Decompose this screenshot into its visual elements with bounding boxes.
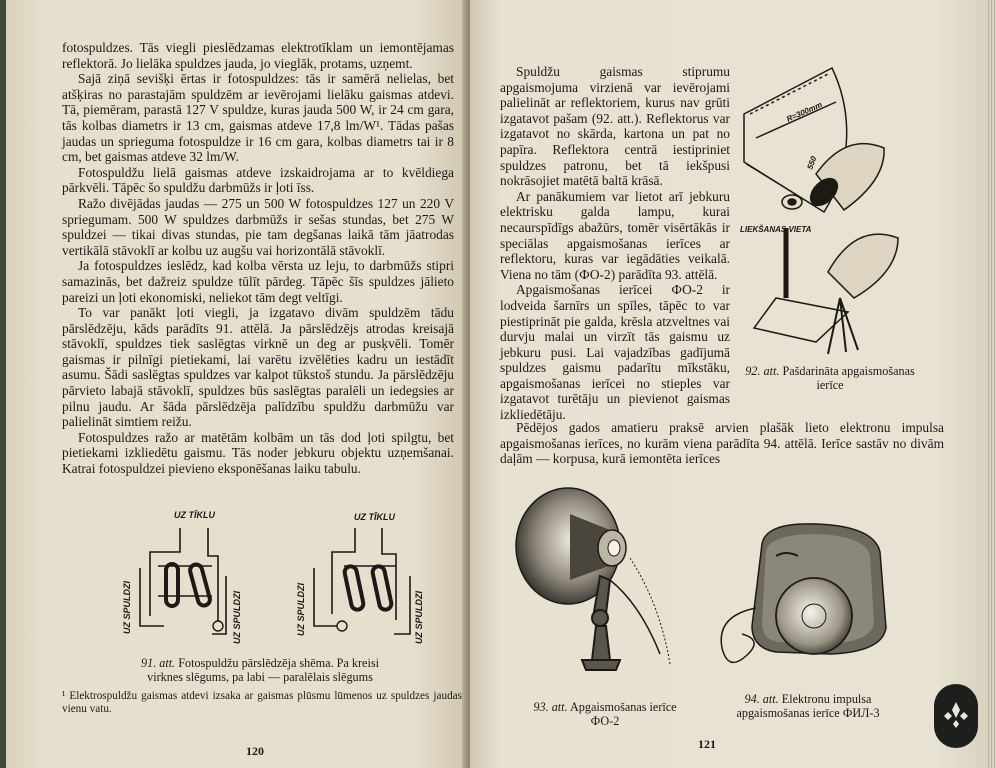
- paragraph: fotospuldzes. Tās viegli pieslēdzamas elektrotīklam un iemontējamas reflektorā. Jo lielāka spuldzes jauda, jo vieglāk, protams, uzņemt.: [62, 40, 454, 71]
- fig92-radius-label: R=300mm: [785, 100, 824, 124]
- fig91-label-network-right: UZ TĪKLU: [354, 512, 395, 522]
- figure-91-switch-diagram: [100, 506, 450, 654]
- right-page-wide-text: [500, 420, 944, 467]
- footnote: ¹ Elektrospuldžu gaismas atdevi izsaka ar gaismas plūsmu lūmenos uz spuldzes jaudas vienu vatu.: [62, 690, 462, 715]
- figure-93-lamp-fo2: [510, 484, 710, 684]
- right-page-column-text: [500, 64, 730, 423]
- left-page: [6, 0, 468, 768]
- fig93-caption: [520, 700, 690, 728]
- fig91-caption: [110, 656, 410, 684]
- paragraph: Fotospuldzes ražo ar matētām kolbām un tās dod ļoti spilgtu, bet pietiekami izkliedētu gaismu. Tās noder jebkuru objektu uzņemšanai. Katrai fotospuldzei pievieno eksponēšanas laiku tabulu.: [62, 429, 454, 477]
- book-page-edges: [986, 0, 996, 768]
- fig94-caption: [710, 692, 906, 720]
- fig91-caption-number: 91. att.: [141, 656, 176, 670]
- fig91-label-lamp: UZ SPULDZI: [232, 591, 242, 644]
- paragraph: Ja fotospuldzes ieslēdz, kad kolba vērsta uz leju, to darbmūžs stipri samazinās, bet dažreiz spuldze tūlīt pārdeg. Tāpēc šīs spuldzes jālieto pareizi un ļoti ekonomiski, neliekot tām degt veltīgi.: [62, 258, 454, 305]
- paragraph: Ar panākumiem var lietot arī jebkuru elektrisku galda lampu, kurai necaurspīdīgs abažūrs, tomēr visērtākās ir speciālas apgaismošanas ierīces ar reflektoru, kuras var iegādāties veikalā. Viena no tām (ФО-2) parādīta 93. attēlā.: [500, 188, 730, 282]
- fig91-label-lamp: UZ SPULDZI: [122, 581, 132, 634]
- fig92-width-label: 550: [805, 155, 819, 171]
- fig92-caption-number: 92. att.: [745, 364, 780, 378]
- paragraph: Fotospuldžu lielā gaismas atdeve izskaidrojama ar to kvēldiega pārkvēli. Tāpēc šo spuldžu darbmūžs ir ļoti īss.: [62, 164, 454, 196]
- fig91-caption-line: Fotospuldžu pārslēdzēja shēma. Pa kreisi: [178, 656, 379, 670]
- fig91-label-lamp: UZ SPULDZI: [296, 583, 306, 636]
- paragraph: Pēdējos gados amatieru praksē arvien plašāk lieto elektronu impulsa apgaismošanas ierīces, no kurām viena parādīta 94. attēlā. Ierīce sastāv no divām daļām — korpusa, kurā iemontēta ierīces: [500, 420, 944, 467]
- fig91-label-network-left: UZ TĪKLU: [174, 510, 215, 520]
- diamond-icon: [934, 684, 978, 748]
- fig94-caption-number: 94. att.: [744, 692, 779, 706]
- page-number-right: 121: [698, 737, 716, 751]
- paragraph: Apgaismošanas ierīcei ФО-2 ir lodveida šarnīrs un spīles, tāpēc to var piestiprināt pie galda, krēsla atzveltnes vai durvju malai un virzīt tās gaismu uz jebkuru pusi. Lai vajadzības gadījumā spuldzes gaismu padarītu mīkstāku, apgaismošanas ierīcei no stieples var izgatavot turētāju un pievienot gaismas izkliedētāju.: [500, 282, 730, 423]
- paragraph: Sajā ziņā sevišķi ērtas ir fotospuldzes: tās ir samērā nelielas, bet atšķiras no parastajām spuldzēm ar ievērojami lielāku gaismas atdevi. Tā, piemēram, parastā 127 V spuldze, kuras jauda 500 W, ir 24 cm gara, tās kolbas diametrs ir 13 cm, gaismas atdeve 17,8 lm/W¹. Tādas pašas jaudas un sprieguma fotospuldze ir 16 cm gara, kolbas diametrs tai ir 8 cm, bet gaismas atdeve 32 lm/W.: [62, 71, 454, 165]
- left-page-text: [62, 40, 454, 477]
- watermark-logo: [934, 684, 978, 748]
- page-number-left: 120: [246, 744, 264, 758]
- paragraph: Spuldžu gaismas stiprumu apgaismojuma virzienā var ievērojami palielināt ar reflektoriem, kurus nav grūti izgatavot pašam (92. att.). Reflektorus var izgatavot no skārda, kartona un pat no papīra. Reflektora centrā iestipriniet spuldzes patronu, bet tā iekšpusi nokrāsojiet matētā baltā krāsā.: [500, 64, 730, 189]
- fig93-caption-text: Apgaismošanas ierīce ФО-2: [569, 700, 677, 728]
- paragraph: Ražo divējādas jaudas — 275 un 500 W fotospuldzes 127 un 220 V spriegumam. 500 W spuldzes darbmūžs ir sešas stundas, bet 275 W spuldzei — tikai divas stundas, pie tam degšanas laikā tām jāatrodas vertikālā stāvoklī ar kolbu uz augšu vai horizontālā stāvoklī.: [62, 195, 454, 258]
- fig92-caption: [732, 364, 928, 392]
- fig91-caption-line: virknes slēgums, pa labi — paralēlais slēgums: [147, 670, 373, 684]
- fig93-caption-number: 93. att.: [533, 700, 568, 714]
- fig94-caption-text: Elektronu impulsa apgaismošanas ierīce ФИЛ-3: [736, 692, 880, 720]
- figure-92-homemade-lamp: [736, 62, 916, 362]
- figure-94-flash-fil3: [706, 516, 906, 686]
- paragraph: To var panākt ļoti viegli, ja izgatavo divām spuldzēm tādu pārslēdzēju, kāds parādīts 91. attēlā. Ja pārslēdzējs atrodas kreisajā stāvoklī, spuldzes tiek saslēgtas virknē un deg ar pusķvēli. Tomēr gaismas ir pilnīgi pietiekami, lai varētu izvēlēties kadru un iestādīt asumu. Šādi saslēgtas spuldzes var kalpot tūkstoš stundu. Ja pārslēdzēju pārvieto labajā stāvoklī, spuldzes būs saslēgtas paralēli un iedegsies ar pilnu jaudu. Ar šāda pārslēdzēja palīdzību spuldžu darbmūžu var palielināt simtiem reižu.: [62, 305, 454, 430]
- fig91-label-lamp: UZ SPULDZI: [414, 591, 424, 644]
- right-page: [470, 0, 988, 768]
- fig92-bend-label: LIEKŠANAS VIETA: [740, 225, 812, 234]
- fig92-caption-text: Pašdarināta apgaismošanas ierīce: [782, 364, 915, 392]
